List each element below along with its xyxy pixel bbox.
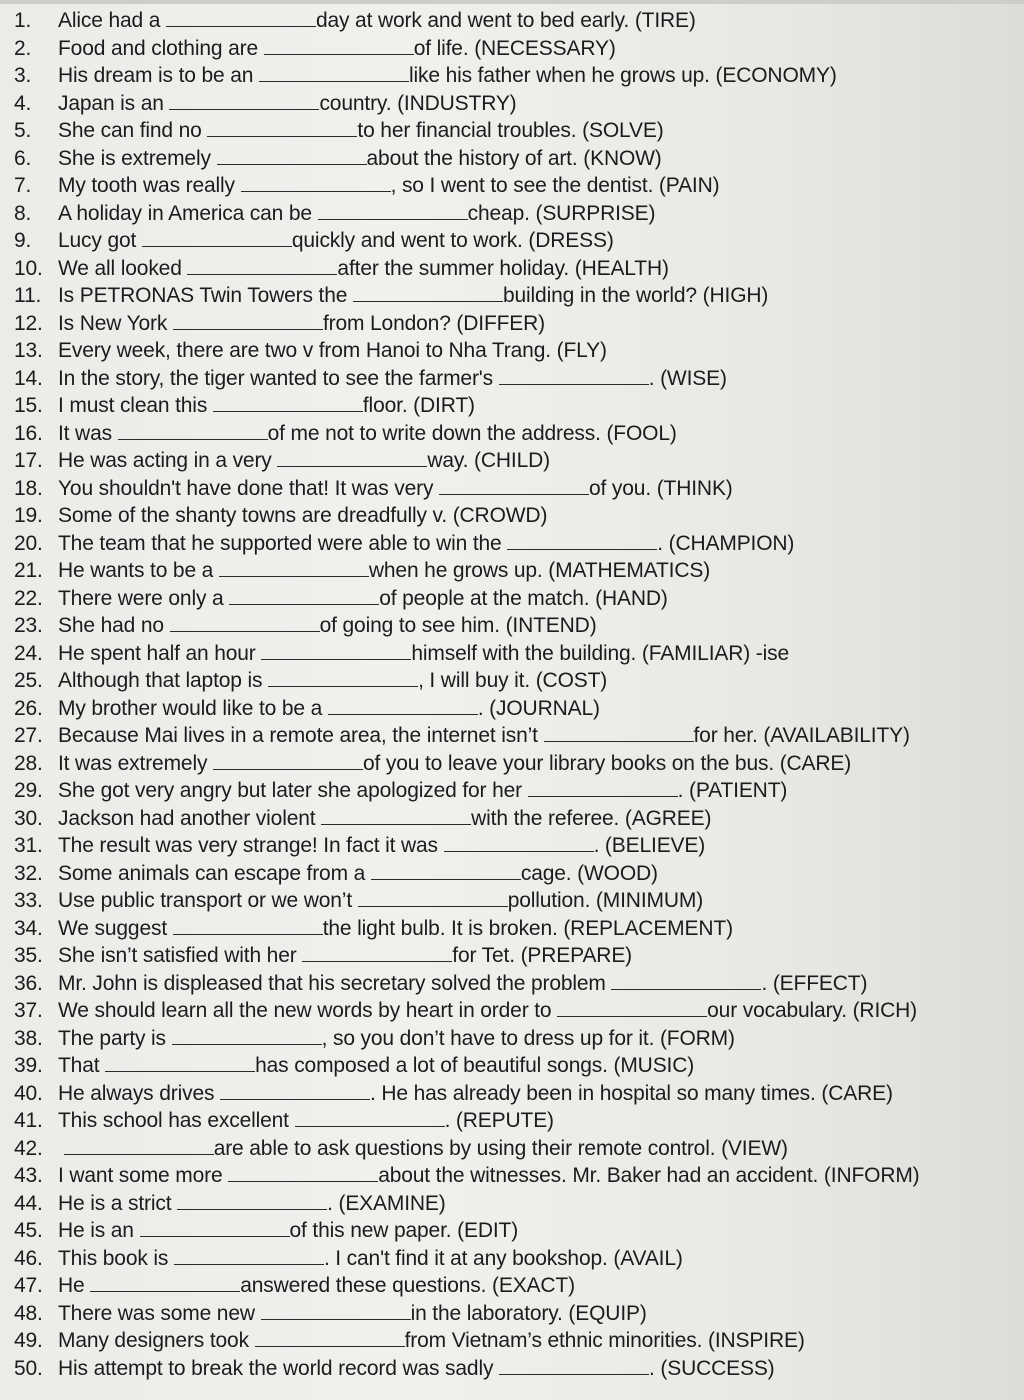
sentence-before-blank: Is New York	[58, 311, 168, 335]
exercise-item	[14, 887, 1020, 915]
sentence-before-blank: His dream is to be an	[58, 64, 254, 87]
sentence-after-blank: , so you don’t have to dress up for it. (FORM)	[321, 1026, 735, 1050]
sentence-after-blank: . I can't find it at any bookshop. (AVAIL)	[323, 1246, 683, 1270]
sentence-before-blank: We all looked	[58, 256, 182, 280]
exercise-item	[14, 1190, 1020, 1218]
sentence-before-blank: He wants to be a	[58, 559, 214, 582]
item-number: 6.	[14, 146, 32, 170]
exercise-item	[14, 530, 1020, 558]
exercise-item	[14, 1300, 1020, 1328]
answer-blank	[142, 230, 292, 247]
exercise-item	[14, 750, 1020, 778]
item-number: 9.	[14, 229, 32, 252]
answer-blank	[371, 863, 521, 880]
answer-blank	[321, 808, 471, 825]
exercise-item	[14, 1355, 1020, 1383]
item-number: 25.	[14, 669, 43, 692]
sentence-before-blank: It was extremely	[58, 751, 208, 775]
exercise-item	[14, 365, 1020, 393]
exercise-item	[14, 1025, 1020, 1053]
exercise-item	[14, 310, 1020, 338]
answer-blank	[118, 423, 268, 440]
answer-blank	[166, 10, 316, 27]
item-number: 21.	[14, 559, 43, 582]
sentence-before-blank: The result was very strange! In fact it was	[58, 834, 438, 857]
sentence-before-blank: She had no	[58, 614, 164, 637]
answer-blank	[264, 38, 414, 55]
exercise-item	[14, 227, 1020, 255]
sentence-after-blank: . (EFFECT)	[761, 971, 868, 995]
item-number: 32.	[14, 861, 43, 885]
item-number: 38.	[14, 1026, 43, 1050]
sentence-after-blank: , I will buy it. (COST)	[418, 669, 608, 692]
sentence-before-blank: She is extremely	[58, 146, 211, 170]
exercise-item	[14, 832, 1020, 860]
sentence-before-blank: My tooth was really	[58, 174, 235, 197]
sentence-before-blank: He always drives	[58, 1081, 215, 1105]
item-number: 15.	[14, 394, 43, 417]
item-number: 44.	[14, 1191, 43, 1215]
exercise-item	[14, 777, 1020, 805]
exercise-item	[14, 1272, 1020, 1300]
sentence-before-blank: The team that he supported were able to win the	[58, 531, 502, 555]
item-number: 46.	[14, 1246, 43, 1270]
exercise-item	[14, 1217, 1020, 1245]
exercise-item	[14, 35, 1020, 63]
sentence-after-blank: to her financial troubles. (SOLVE)	[357, 119, 664, 142]
sentence-before-blank: A holiday in America can be	[58, 201, 312, 225]
item-number: 11.	[14, 284, 42, 307]
sentence-before-blank: He spent half an hour	[58, 641, 256, 665]
answer-blank	[213, 395, 363, 412]
answer-blank	[90, 1275, 240, 1292]
answer-blank	[228, 1165, 378, 1182]
answer-blank	[140, 1220, 290, 1237]
exercise-item	[14, 337, 1020, 365]
sentence-after-blank: . (JOURNAL)	[477, 696, 600, 720]
exercise-list	[14, 7, 1020, 1382]
sentence-before-blank: There were only a	[58, 586, 224, 610]
exercise-item	[14, 997, 1020, 1025]
sentence-after-blank: of you. (THINK)	[589, 476, 733, 500]
sentence-before-blank: He is a strict	[58, 1191, 172, 1215]
answer-blank	[173, 313, 323, 330]
sentence-after-blank: like his father when he grows up. (ECONOMY)	[408, 64, 837, 87]
item-number: 35.	[14, 944, 43, 967]
exercise-item	[14, 117, 1020, 145]
answer-blank	[557, 1000, 707, 1017]
answer-blank	[439, 478, 589, 495]
sentence-after-blank: cheap. (SURPRISE)	[467, 201, 656, 225]
item-number: 36.	[14, 971, 43, 995]
sentence-after-blank: floor. (DIRT)	[362, 394, 475, 417]
exercise-item	[14, 475, 1020, 503]
exercise-item	[14, 585, 1020, 613]
item-number: 1.	[14, 9, 32, 32]
answer-blank	[507, 533, 657, 550]
answer-blank	[261, 643, 411, 660]
sentence-after-blank: pollution. (MINIMUM)	[507, 889, 704, 912]
sentence-after-blank: , so I went to see the dentist. (PAIN)	[390, 174, 720, 197]
item-number: 2.	[14, 36, 32, 60]
item-number: 49.	[14, 1329, 43, 1352]
exercise-item	[14, 62, 1020, 90]
answer-blank	[169, 93, 319, 110]
sentence-after-blank: . (BELIEVE)	[593, 834, 706, 857]
answer-blank	[187, 258, 337, 275]
sentence-after-blank: of people at the match. (HAND)	[379, 586, 668, 610]
item-number: 30.	[14, 806, 43, 830]
answer-blank	[177, 1193, 327, 1210]
exercise-item	[14, 1135, 1020, 1163]
exercise-item	[14, 612, 1020, 640]
exercise-item	[14, 805, 1020, 833]
sentence-before-blank: We suggest	[58, 916, 168, 940]
item-number: 31.	[14, 834, 43, 857]
sentence-before-blank: She got very angry but later she apologized for her	[58, 779, 522, 802]
sentence-after-blank: . He has already been in hospital so many times. (CARE)	[370, 1081, 893, 1105]
exercise-item	[14, 640, 1020, 668]
item-number: 37.	[14, 999, 43, 1022]
sentence-before-blank: Although that laptop is	[58, 669, 263, 692]
exercise-item	[14, 172, 1020, 200]
exercise-item	[14, 1327, 1020, 1355]
exercise-item	[14, 915, 1020, 943]
exercise-item	[14, 90, 1020, 118]
item-number: 42.	[14, 1136, 43, 1160]
answer-blank	[295, 1110, 445, 1127]
sentence-after-blank: after the summer holiday. (HEALTH)	[337, 256, 669, 280]
sentence-after-blank: with the referee. (AGREE)	[471, 806, 712, 830]
sentence-before-blank: Some animals can escape from a	[58, 861, 366, 885]
exercise-item	[14, 7, 1020, 35]
sentence-after-blank: about the history of art. (KNOW)	[366, 146, 662, 170]
sentence-before-blank: I must clean this	[58, 394, 208, 417]
sentence-before-blank: His attempt to break the world record was sadly	[58, 1356, 494, 1380]
exercise-item	[14, 447, 1020, 475]
sentence-after-blank: way. (CHILD)	[427, 449, 550, 472]
exercise-item	[14, 1245, 1020, 1273]
answer-blank	[174, 1248, 324, 1265]
item-number: 14.	[14, 366, 43, 390]
item-number: 23.	[14, 614, 43, 637]
exercise-item	[14, 392, 1020, 420]
sentence-before-blank: Every week, there are two v from Hanoi to Nha Trang. (FLY)	[58, 339, 607, 362]
sentence-before-blank: She isn’t satisfied with her	[58, 944, 297, 967]
exercise-item	[14, 282, 1020, 310]
item-number: 5.	[14, 119, 32, 142]
exercise-item	[14, 860, 1020, 888]
item-number: 27.	[14, 724, 43, 747]
item-number: 7.	[14, 174, 32, 197]
sentence-after-blank: from London? (DIFFER)	[322, 311, 546, 335]
sentence-after-blank: answered these questions. (EXACT)	[240, 1274, 575, 1297]
sentence-before-blank: She can find no	[58, 119, 202, 142]
sentence-after-blank: country. (INDUSTRY)	[319, 91, 517, 115]
exercise-item	[14, 942, 1020, 970]
exercise-item	[14, 970, 1020, 998]
exercise-item	[14, 420, 1020, 448]
item-number: 48.	[14, 1301, 43, 1325]
sentence-after-blank: for her. (AVAILABILITY)	[693, 724, 910, 747]
sentence-before-blank: In the story, the tiger wanted to see the farmer's	[58, 366, 494, 390]
sentence-after-blank: building in the world? (HIGH)	[502, 284, 769, 307]
answer-blank	[277, 450, 427, 467]
answer-blank	[255, 1330, 405, 1347]
sentence-before-blank: Because Mai lives in a remote area, the internet isn’t	[58, 724, 538, 747]
exercise-item	[14, 200, 1020, 228]
item-number: 41.	[14, 1109, 43, 1132]
sentence-before-blank: There was some new	[58, 1301, 255, 1325]
sentence-after-blank: . (PATIENT)	[677, 779, 788, 802]
item-number: 4.	[14, 91, 32, 115]
sentence-after-blank: . (WISE)	[648, 366, 727, 390]
exercise-item	[14, 695, 1020, 723]
answer-blank	[318, 203, 468, 220]
answer-blank	[105, 1055, 255, 1072]
item-number: 12.	[14, 311, 43, 335]
sentence-before-blank: He was acting in a very	[58, 449, 272, 472]
answer-blank	[172, 1028, 322, 1045]
item-number: 10.	[14, 256, 43, 280]
item-number: 39.	[14, 1054, 43, 1077]
item-number: 47.	[14, 1274, 43, 1297]
answer-blank	[170, 615, 320, 632]
sentence-after-blank: are able to ask questions by using their remote control. (VIEW)	[213, 1136, 788, 1160]
sentence-after-blank: our vocabulary. (RICH)	[707, 999, 918, 1022]
answer-blank	[173, 918, 323, 935]
sentence-before-blank: Mr. John is displeased that his secretary solved the problem	[58, 971, 606, 995]
sentence-before-blank: We should learn all the new words by heart in order to	[58, 999, 552, 1022]
sentence-before-blank: I want some more	[58, 1164, 223, 1187]
answer-blank	[207, 120, 357, 137]
sentence-after-blank: of this new paper. (EDIT)	[289, 1219, 519, 1242]
answer-blank	[499, 368, 649, 385]
sentence-before-blank: Jackson had another violent	[58, 806, 316, 830]
item-number: 29.	[14, 779, 43, 802]
sentence-before-blank: Food and clothing are	[58, 36, 258, 60]
sentence-after-blank: of going to see him. (INTEND)	[319, 614, 597, 637]
sentence-before-blank: Use public transport or we won’t	[58, 889, 352, 912]
sentence-after-blank: about the witnesses. Mr. Baker had an accident. (INFORM)	[378, 1164, 920, 1187]
exercise-item	[14, 1107, 1020, 1135]
exercise-item	[14, 1162, 1020, 1190]
item-number: 3.	[14, 64, 32, 87]
item-number: 43.	[14, 1164, 43, 1187]
answer-blank	[528, 780, 678, 797]
sentence-before-blank: This book is	[58, 1246, 169, 1270]
answer-blank	[353, 285, 503, 302]
item-number: 13.	[14, 339, 43, 362]
sentence-after-blank: of you to leave your library books on the bus. (CARE)	[363, 751, 852, 775]
sentence-before-blank: Japan is an	[58, 91, 164, 115]
item-number: 33.	[14, 889, 43, 912]
sentence-before-blank: Some of the shanty towns are dreadfully v. (CROWD)	[58, 504, 548, 527]
answer-blank	[229, 588, 379, 605]
answer-blank	[268, 670, 418, 687]
answer-blank	[302, 945, 452, 962]
paper-top-edge	[0, 0, 1024, 4]
answer-blank	[328, 698, 478, 715]
sentence-after-blank: . (EXAMINE)	[327, 1191, 446, 1215]
sentence-before-blank: Many designers took	[58, 1329, 249, 1352]
sentence-before-blank: The party is	[58, 1026, 166, 1050]
item-number: 8.	[14, 201, 32, 225]
answer-blank	[261, 1303, 411, 1320]
exercise-item	[14, 255, 1020, 283]
answer-blank	[444, 835, 594, 852]
exercise-item	[14, 722, 1020, 750]
sentence-before-blank: He is an	[58, 1219, 134, 1242]
sentence-before-blank: He	[58, 1274, 85, 1297]
sentence-before-blank: You shouldn't have done that! It was very	[58, 476, 434, 500]
sentence-before-blank: Alice had a	[58, 9, 161, 32]
answer-blank	[241, 175, 391, 192]
sentence-after-blank: . (REPUTE)	[444, 1109, 554, 1132]
item-number: 40.	[14, 1081, 43, 1105]
item-number: 19.	[14, 504, 43, 527]
exercise-item	[14, 145, 1020, 173]
sentence-before-blank: That	[58, 1054, 100, 1077]
item-number: 34.	[14, 916, 43, 940]
answer-blank	[499, 1358, 649, 1375]
exercise-item	[14, 667, 1020, 695]
exercise-item	[14, 1052, 1020, 1080]
sentence-after-blank: . (CHAMPION)	[657, 531, 795, 555]
item-number: 17.	[14, 449, 43, 472]
answer-blank	[213, 753, 363, 770]
item-number: 28.	[14, 751, 43, 775]
sentence-before-blank: Is PETRONAS Twin Towers the	[58, 284, 348, 307]
sentence-after-blank: day at work and went to bed early. (TIRE)	[315, 9, 696, 32]
exercise-item	[14, 557, 1020, 585]
sentence-before-blank: It was	[58, 421, 112, 445]
item-number: 20.	[14, 531, 43, 555]
answer-blank	[544, 725, 694, 742]
sentence-before-blank: This school has excellent	[58, 1109, 289, 1132]
answer-blank	[219, 560, 369, 577]
exercise-item	[14, 502, 1020, 530]
answer-blank	[611, 973, 761, 990]
sentence-after-blank: of life. (NECESSARY)	[413, 36, 616, 60]
sentence-before-blank: Lucy got	[58, 229, 137, 252]
answer-blank	[358, 890, 508, 907]
sentence-after-blank: himself with the building. (FAMILIAR) -ise	[411, 641, 790, 665]
exercise-item	[14, 1080, 1020, 1108]
sentence-after-blank: when he grows up. (MATHEMATICS)	[368, 559, 711, 582]
item-number: 50.	[14, 1356, 43, 1380]
sentence-before-blank: My brother would like to be a	[58, 696, 323, 720]
sentence-after-blank: in the laboratory. (EQUIP)	[410, 1301, 647, 1325]
answer-blank	[259, 65, 409, 82]
answer-blank	[64, 1138, 214, 1155]
sentence-after-blank: the light bulb. It is broken. (REPLACEMENT)	[322, 916, 733, 940]
sentence-after-blank: from Vietnam’s ethnic minorities. (INSPIRE)	[404, 1329, 805, 1352]
item-number: 22.	[14, 586, 43, 610]
item-number: 45.	[14, 1219, 43, 1242]
sentence-after-blank: . (SUCCESS)	[649, 1356, 775, 1380]
item-number: 16.	[14, 421, 43, 445]
item-number: 18.	[14, 476, 43, 500]
sentence-after-blank: quickly and went to work. (DRESS)	[291, 229, 614, 252]
sentence-after-blank: has composed a lot of beautiful songs. (MUSIC)	[255, 1054, 695, 1077]
sentence-after-blank: of me not to write down the address. (FOOL)	[267, 421, 677, 445]
answer-blank	[220, 1083, 370, 1100]
item-number: 26.	[14, 696, 43, 720]
sentence-after-blank: cage. (WOOD)	[520, 861, 658, 885]
item-number: 24.	[14, 641, 43, 665]
answer-blank	[217, 148, 367, 165]
sentence-after-blank: for Tet. (PREPARE)	[452, 944, 633, 967]
